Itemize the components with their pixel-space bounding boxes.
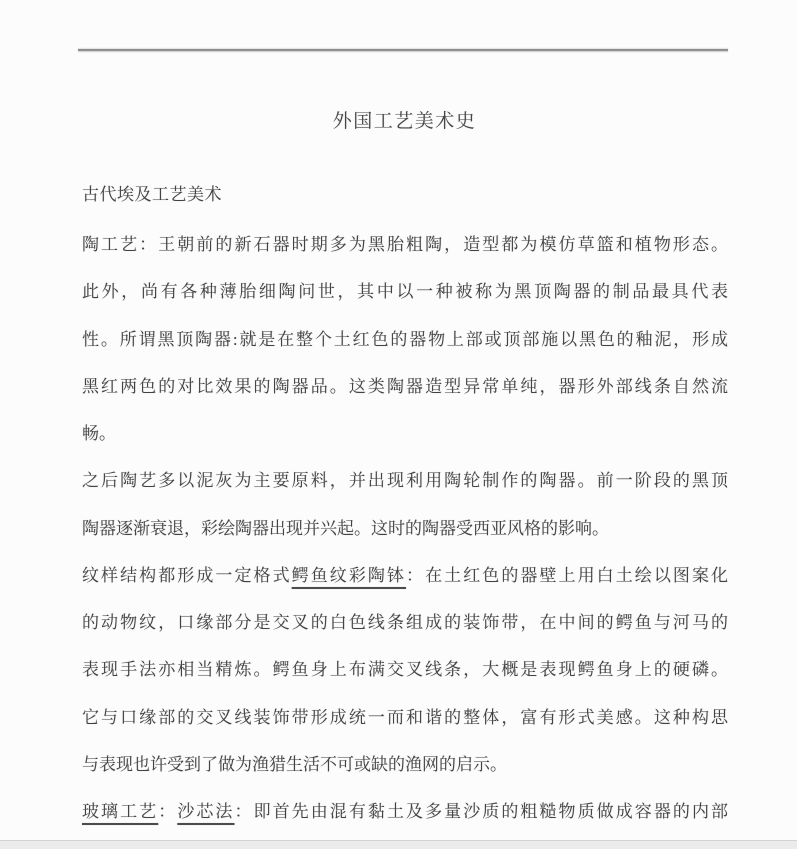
section-heading: 古代埃及工艺美术: [82, 185, 222, 204]
text-segment: ：: [234, 802, 254, 821]
scan-bottom-edge: [0, 840, 797, 849]
text-line: 陶器逐渐衰退，彩绘陶器出现并兴起。这时的陶器受西亚风格的影响。: [82, 518, 609, 538]
top-rule: [78, 49, 728, 51]
body-text: [82, 221, 728, 835]
text-line: [82, 788, 728, 835]
text-segment: ：: [158, 802, 178, 821]
text-line: 与表现也许受到了做为渔猎生活不可或缺的渔网的启示。: [82, 754, 507, 774]
text-line: 表现手法亦相当精炼。鳄鱼身上布满交叉线条，大概是表现鳄鱼身上的硬磷。: [82, 660, 728, 680]
text-line: 黑红两色的对比效果的陶器品。这类陶器造型异常单纯，器形外部线条自然流: [82, 376, 728, 396]
text-line: 之后陶艺多以泥灰为主要原料，并出现利用陶轮制作的陶器。前一阶段的黑顶: [82, 471, 728, 491]
text-line: 畅。: [82, 424, 116, 443]
text-line: [82, 552, 728, 599]
text-line: 它与口缘部的交叉线装饰带形成统一而和谐的整体，富有形式美感。这种构思: [82, 707, 728, 727]
text-line: 此外，尚有各种薄胎细陶问世，其中以一种被称为黑顶陶器的制品最具代表: [82, 282, 728, 302]
underlined-term-glass-craft: 玻璃工艺: [82, 802, 159, 821]
text-line: 陶工艺：王朝前的新石器时期多为黑胎粗陶，造型都为模仿草篮和植物形态。: [82, 235, 728, 254]
text-segment: ：在土红色的器壁上用白土绘以图案化: [406, 565, 729, 585]
text-segment: 纹样结构都形成一定格式: [82, 565, 292, 585]
text-line: 性。所谓黑顶陶器:就是在整个土红色的器物上部或顶部施以黑色的釉泥，形成: [82, 329, 728, 349]
text-line: 的动物纹，口缘部分是交叉的白色线条组成的装饰带，在中间的鳄鱼与河马的: [82, 613, 728, 632]
document-title: 外国工艺美术史: [332, 111, 477, 132]
underlined-term-sand-core-method: 沙芯法: [177, 802, 235, 821]
text-segment: 即首先由混有黏土及多量沙质的粗糙物质做成容器的内部: [253, 802, 729, 821]
underlined-term-crocodile-pattern-bowl: 鳄鱼纹彩陶钵: [291, 565, 407, 585]
